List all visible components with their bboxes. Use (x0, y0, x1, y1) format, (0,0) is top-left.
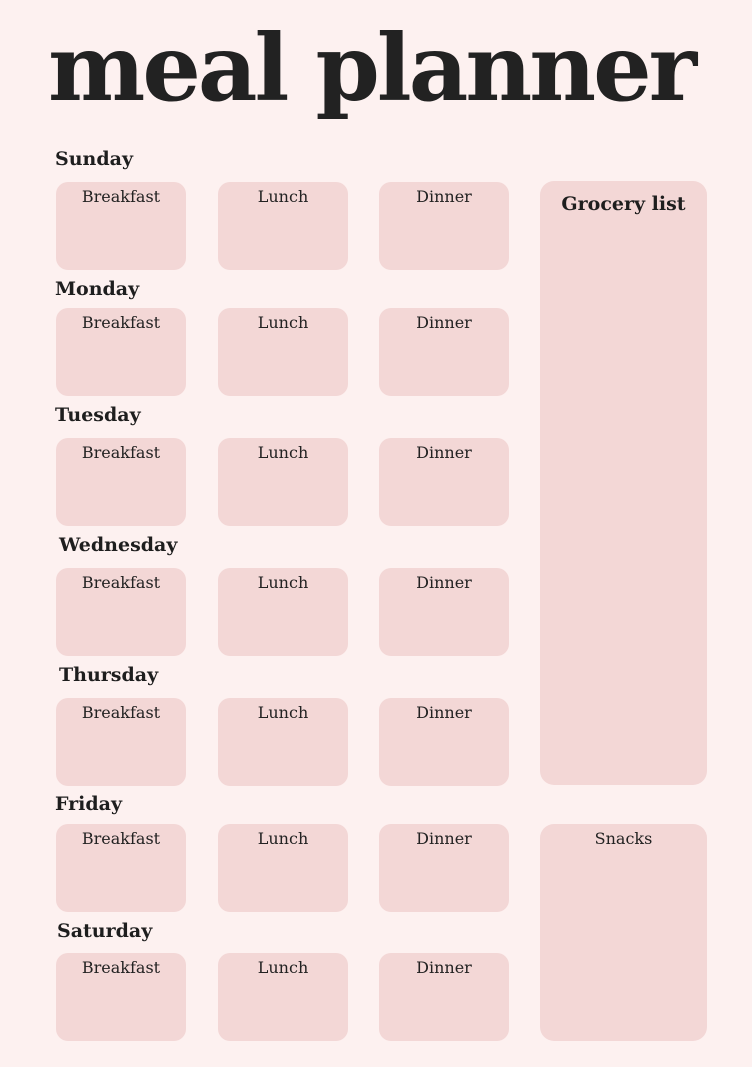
day-row-saturday (55, 920, 525, 1040)
day-label: Saturday (57, 920, 153, 942)
dinner-box[interactable] (379, 953, 509, 1041)
breakfast-box[interactable] (56, 824, 186, 912)
dinner-box[interactable] (379, 698, 509, 786)
lunch-box[interactable] (218, 308, 348, 396)
lunch-box[interactable] (218, 438, 348, 526)
breakfast-label: Breakfast (81, 187, 161, 206)
snacks-box[interactable] (540, 824, 707, 1041)
breakfast-label: Breakfast (81, 313, 161, 332)
day-row-friday (55, 793, 525, 913)
dinner-box[interactable] (379, 438, 509, 526)
lunch-box[interactable] (218, 568, 348, 656)
breakfast-box[interactable] (56, 308, 186, 396)
lunch-box[interactable] (218, 953, 348, 1041)
dinner-label: Dinner (416, 829, 472, 848)
breakfast-label: Breakfast (81, 829, 161, 848)
day-label: Thursday (59, 664, 159, 686)
lunch-label: Lunch (257, 573, 309, 592)
lunch-label: Lunch (257, 313, 309, 332)
dinner-label: Dinner (416, 958, 472, 977)
day-label: Tuesday (55, 404, 141, 426)
breakfast-box[interactable] (56, 438, 186, 526)
day-row-tuesday (55, 404, 525, 524)
dinner-label: Dinner (416, 187, 472, 206)
dinner-label: Dinner (416, 703, 472, 722)
lunch-box[interactable] (218, 824, 348, 912)
dinner-box[interactable] (379, 308, 509, 396)
day-label: Sunday (55, 148, 133, 170)
breakfast-box[interactable] (56, 953, 186, 1041)
breakfast-label: Breakfast (81, 703, 161, 722)
lunch-label: Lunch (257, 829, 309, 848)
day-row-monday (55, 278, 525, 398)
breakfast-box[interactable] (56, 182, 186, 270)
dinner-box[interactable] (379, 568, 509, 656)
day-row-sunday (55, 148, 525, 268)
grocery-list-title: Grocery list (561, 193, 686, 215)
breakfast-label: Breakfast (81, 958, 161, 977)
dinner-box[interactable] (379, 824, 509, 912)
page-title: meal planner (48, 14, 695, 122)
day-row-wednesday (55, 534, 525, 654)
lunch-label: Lunch (257, 703, 309, 722)
grocery-list-box[interactable] (540, 181, 707, 785)
day-row-thursday (55, 664, 525, 784)
snacks-title: Snacks (594, 829, 653, 848)
breakfast-box[interactable] (56, 698, 186, 786)
dinner-box[interactable] (379, 182, 509, 270)
day-label: Monday (55, 278, 140, 300)
lunch-label: Lunch (257, 187, 309, 206)
day-label: Wednesday (59, 534, 178, 556)
lunch-box[interactable] (218, 182, 348, 270)
lunch-box[interactable] (218, 698, 348, 786)
lunch-label: Lunch (257, 958, 309, 977)
dinner-label: Dinner (416, 573, 472, 592)
day-label: Friday (55, 793, 123, 815)
dinner-label: Dinner (416, 313, 472, 332)
breakfast-label: Breakfast (81, 573, 161, 592)
breakfast-box[interactable] (56, 568, 186, 656)
dinner-label: Dinner (416, 443, 472, 462)
breakfast-label: Breakfast (81, 443, 161, 462)
lunch-label: Lunch (257, 443, 309, 462)
